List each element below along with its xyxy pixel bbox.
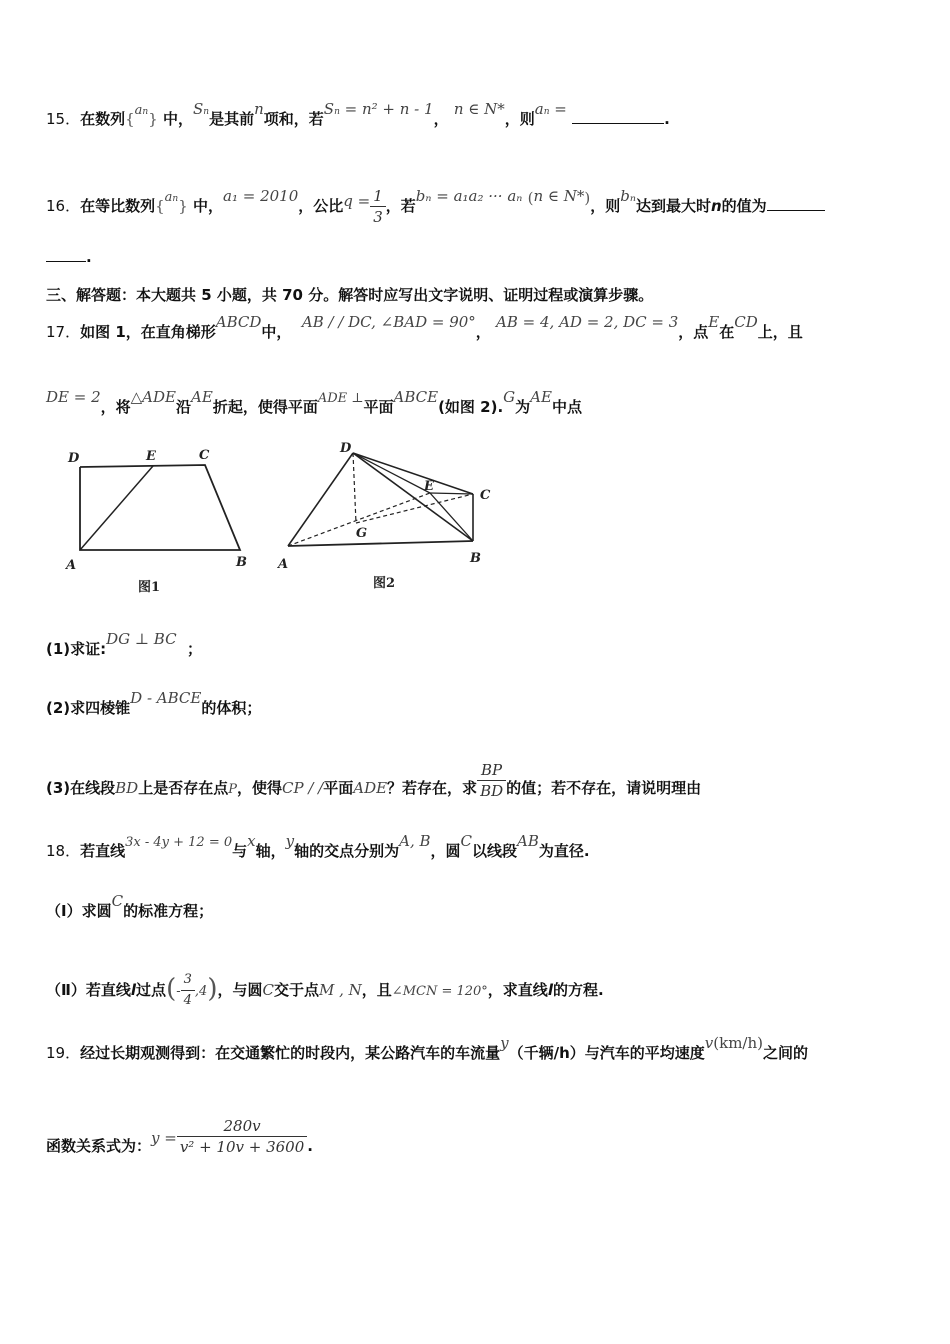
question-number: 18． xyxy=(46,842,81,860)
question-18-part-1: （Ⅰ）求圆C的标准方程； xyxy=(46,892,214,920)
figure-1-trapezoid xyxy=(64,448,247,595)
question-16-cont: . xyxy=(46,248,92,266)
question-17-part-3: (3)在线段BD上是否存在点P，使得CP / /平面ADE？若存在，求 $\frac{BP}{BD}$ 的值；若不存在，请说明理由 xyxy=(46,761,702,800)
question-17-cont: DE = 2，将△ADE沿AE折起，使得平面ADE ⊥平面ABCE(如图 2).G为AE中点 xyxy=(46,388,582,416)
label-B: B xyxy=(236,555,247,570)
label-A: A xyxy=(66,558,77,573)
figure-1-caption: 图1 xyxy=(138,580,161,595)
label-E: E xyxy=(424,479,434,494)
label-A: A xyxy=(278,557,289,572)
question-18-part-2: （Ⅱ）若直线l过点(- $\frac{3}{4}$ ,4)，与圆C交于点M , N，且∠MCN = 120°，求直线l的方程. xyxy=(46,970,604,1011)
answer-blank-cont[interactable] xyxy=(46,261,86,262)
answer-blank[interactable] xyxy=(572,123,664,124)
figure-2-caption: 图2 xyxy=(373,576,396,591)
label-E: E xyxy=(146,449,156,464)
figure-2-pyramid xyxy=(276,441,491,591)
question-19: 19．经过长期观测得到：在交通繁忙的时段内，某公路汽车的车流量y（千辆/h）与汽车的平均速度v(km/h)之间的 xyxy=(46,1034,808,1062)
fraction-one-third: $\frac{1}{3}$ xyxy=(370,186,386,227)
question-16: 16．在等比数列$\{a^n\}$ 中，a₁ = 2010，公比q = $\frac{1}{3}$ ，若bₙ = a₁a₂ ··· aₙ (n ∈ N*)，则bₙ达到最大时n的值为 xyxy=(46,186,825,227)
geometry-figures xyxy=(60,438,510,598)
question-number: 19． xyxy=(46,1044,81,1062)
question-number: 16． xyxy=(46,197,81,215)
label-D: D xyxy=(68,451,80,466)
section-heading: 三、解答题：本大题共 5 小题，共 70 分。解答时应写出文字说明、证明过程或演算步骤。 xyxy=(46,286,654,304)
question-19-formula: 函数关系式为：y = $\frac{280v}{\text{v² + 10v + 3600}}$ . xyxy=(46,1117,313,1156)
question-17-part-1: (1)求证:DG ⊥ BC ； xyxy=(46,630,203,658)
question-18: 18．若直线3x - 4y + 12 = 0与x轴，y轴的交点分别为A, B，圆C以线段AB为直径. xyxy=(46,832,590,860)
fraction-flow-formula: $\frac{280v}{\text{v² + 10v + 3600}}$ xyxy=(177,1116,307,1157)
fraction-three-quarters: $\frac{3}{4}$ xyxy=(181,970,195,1011)
label-C: C xyxy=(199,448,210,463)
label-C: C xyxy=(480,488,491,503)
question-number: 17． xyxy=(46,323,81,341)
answer-blank[interactable] xyxy=(767,210,825,211)
fraction-bp-bd: $\frac{BP}{BD}$ xyxy=(477,760,506,801)
label-D: D xyxy=(340,441,352,456)
question-17: 17．如图 1，在直角梯形ABCD中， AB / / DC, ∠BAD = 90°， AB = 4, AD = 2, DC = 3，点E在CD上，且 xyxy=(46,313,803,341)
question-17-part-2: (2)求四棱锥D - ABCE的体积； xyxy=(46,689,262,717)
question-15: 15．在数列$\{a^n\}$ 中，$S^n$是其前n项和，若$S^n = n^2 + n - 1$， n ∈ N*，则$a^n$ = . xyxy=(46,100,670,128)
label-B: B xyxy=(470,551,481,566)
question-number: 15． xyxy=(46,110,81,128)
label-G: G xyxy=(356,526,368,541)
